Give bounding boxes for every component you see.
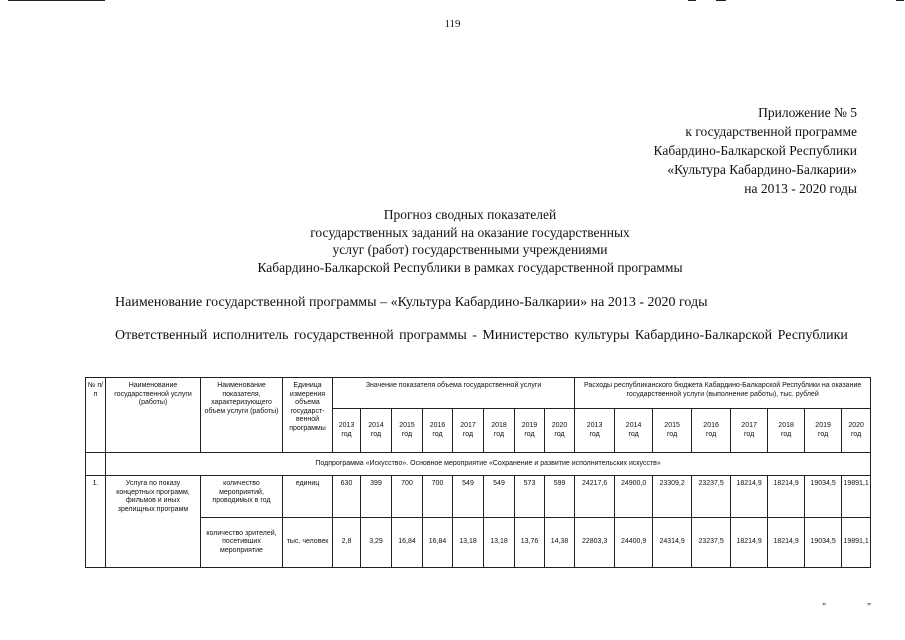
expense-cell: 19891,1	[842, 518, 871, 568]
volume-cell: 2,8	[333, 518, 361, 568]
volume-cell: 573	[515, 476, 545, 518]
expense-cell: 23237,5	[692, 518, 731, 568]
expense-cell: 24217,6	[575, 476, 615, 518]
appendix-block	[654, 103, 857, 198]
expense-cell: 19891,1	[842, 476, 871, 518]
header-num: № п/п	[86, 378, 106, 453]
empty-cell	[86, 453, 106, 476]
scan-top-line	[716, 0, 726, 1]
appendix-line: «Культура Кабардино-Балкарии»	[667, 162, 857, 177]
responsible-executor: Ответственный исполнитель государственной программы - Министерство культуры Кабардино-Балкарской Республики	[115, 328, 848, 343]
year-header: 2013 год	[575, 409, 615, 453]
expense-cell: 24900,0	[615, 476, 653, 518]
expense-cell: 24400,9	[615, 518, 653, 568]
volume-cell: 14,38	[545, 518, 575, 568]
year-header: 2014 год	[615, 409, 653, 453]
header-expense-group: Расходы республиканского бюджета Кабардино-Балкарской Республики на оказание государственной услуги (выполнение работы), тыс. рублей	[575, 378, 871, 409]
program-name: Наименование государственной программы – «Культура Кабардино-Балкарии» на 2013 - 2020 годы	[115, 295, 708, 310]
forecast-table	[85, 377, 871, 568]
expense-cell: 23309,2	[653, 476, 692, 518]
volume-cell: 16,84	[423, 518, 453, 568]
header-unit: Единица измерения объема государст-венной программы	[283, 378, 333, 453]
expense-cell: 18214,9	[731, 518, 768, 568]
service-name: Услуга по показу концертных программ, фильмов и иных зрелищных программ	[106, 476, 201, 568]
volume-cell: 700	[423, 476, 453, 518]
unit-cell: единиц	[283, 476, 333, 518]
year-header: 2015 год	[392, 409, 423, 453]
indicator-name: количество зрителей, посетивших мероприятие	[201, 518, 283, 568]
expense-cell: 18214,9	[768, 476, 805, 518]
volume-cell: 630	[333, 476, 361, 518]
year-header: 2016 год	[692, 409, 731, 453]
row-number: 1.	[86, 476, 106, 568]
title-line: Кабардино-Балкарской Республики в рамках государственной программы	[257, 259, 683, 275]
subprogram-row: Подпрограмма «Искусство». Основное мероприятие «Сохранение и развитие исполнительских искусств»	[106, 453, 871, 476]
year-header: 2013 год	[333, 409, 361, 453]
unit-cell: тыс. человек	[283, 518, 333, 568]
title-line: Прогноз сводных показателей	[383, 207, 557, 222]
header-service: Наименование государственной услуги (работы)	[106, 378, 201, 453]
expense-cell: 18214,9	[731, 476, 768, 518]
page-number: 119	[444, 18, 461, 30]
volume-cell: 13,18	[484, 518, 515, 568]
expense-cell: 18214,9	[768, 518, 805, 568]
scan-mark: „	[867, 596, 871, 606]
expense-cell: 19034,5	[805, 476, 842, 518]
expense-cell: 23237,5	[692, 476, 731, 518]
volume-cell: 13,18	[453, 518, 484, 568]
year-header: 2020 год	[842, 409, 871, 453]
appendix-line: Приложение № 5	[758, 105, 857, 120]
volume-cell: 16,84	[392, 518, 423, 568]
scan-top-line	[8, 0, 105, 1]
expense-cell: 19034,5	[805, 518, 842, 568]
volume-cell: 549	[453, 476, 484, 518]
volume-cell: 3,29	[361, 518, 392, 568]
volume-cell: 13,76	[515, 518, 545, 568]
volume-cell: 599	[545, 476, 575, 518]
appendix-line: к государственной программе	[685, 124, 857, 139]
document-title	[0, 206, 905, 276]
volume-cell: 399	[361, 476, 392, 518]
header-indicator: Наименование показателя, характеризующего объем услуги (работы)	[201, 378, 283, 453]
title-line: государственных заданий на оказание государственных	[310, 224, 630, 240]
scan-top-line	[688, 0, 696, 1]
expense-cell: 24314,9	[653, 518, 692, 568]
scan-mark: „	[822, 596, 826, 606]
expense-cell: 22803,3	[575, 518, 615, 568]
year-header: 2020 год	[545, 409, 575, 453]
appendix-line: на 2013 - 2020 годы	[744, 181, 857, 196]
year-header: 2018 год	[768, 409, 805, 453]
volume-cell: 549	[484, 476, 515, 518]
year-header: 2015 год	[653, 409, 692, 453]
title-line: услуг (работ) государственными учреждениями	[332, 242, 608, 257]
year-header: 2017 год	[453, 409, 484, 453]
year-header: 2019 год	[805, 409, 842, 453]
year-header: 2014 год	[361, 409, 392, 453]
year-header: 2019 год	[515, 409, 545, 453]
year-header: 2018 год	[484, 409, 515, 453]
appendix-line: Кабардино-Балкарской Республики	[653, 143, 857, 158]
scan-top-line	[896, 0, 904, 1]
indicator-name: количество мероприятий, проводимых в год	[201, 476, 283, 518]
year-header: 2016 год	[423, 409, 453, 453]
header-volume-group: Значение показателя объема государственной услуги	[333, 378, 575, 409]
volume-cell: 700	[392, 476, 423, 518]
year-header: 2017 год	[731, 409, 768, 453]
